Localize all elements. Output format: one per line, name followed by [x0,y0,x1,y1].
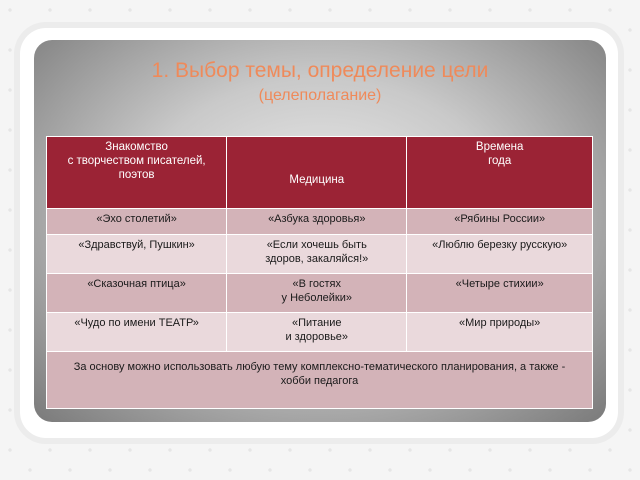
table-cell: «Люблю березку русскую» [407,235,593,274]
table-row [47,313,593,352]
header-cell-writers: Знакомство с творчеством писателей, поэтов [47,137,227,209]
table-cell: «Сказочная птица» [47,274,227,313]
table-cell: «Питание и здоровье» [227,313,407,352]
table-cell: «Рябины России» [407,209,593,235]
table-row [47,274,593,313]
table-cell: «Эхо столетий» [47,209,227,235]
table-cell: «В гостях у Неболейки» [227,274,407,313]
table-cell: «Азбука здоровья» [227,209,407,235]
table-row [47,209,593,235]
table-cell: «Четыре стихии» [407,274,593,313]
table-cell: «Чудо по имени ТЕАТР» [47,313,227,352]
table-header-row [47,137,593,209]
table-cell: «Если хочешь быть здоров, закаляйся!» [227,235,407,274]
table-footer-note: За основу можно использовать любую тему комплексно-тематического планирования, а также - хобби педагога [47,352,593,409]
table-footer-row [47,352,593,409]
header-cell-seasons: Времена года [407,137,593,209]
slide-title: 1. Выбор темы, определение цели [151,59,489,82]
slide-subtitle: (целеполагание) [258,87,382,104]
header-cell-medicine: Медицина [227,137,407,209]
table-cell: «Мир природы» [407,313,593,352]
table-row [47,235,593,274]
themes-table [46,136,593,409]
table-cell: «Здравствуй, Пушкин» [47,235,227,274]
